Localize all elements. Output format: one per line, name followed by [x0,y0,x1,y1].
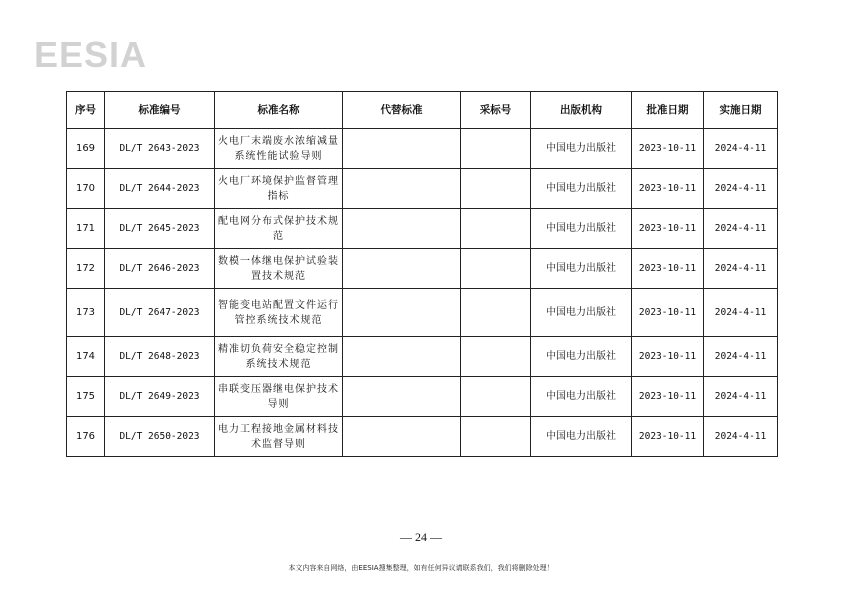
cell-implement-date: 2024-4-11 [704,377,778,417]
cell-code: DL/T 2643-2023 [105,129,215,169]
cell-publisher: 中国电力出版社 [531,377,632,417]
table-row [67,377,778,417]
cell-name: 配电网分布式保护技术规范 [215,209,343,249]
cell-code: DL/T 2648-2023 [105,337,215,377]
table-row [67,249,778,289]
table-row [67,289,778,337]
header-seq: 序号 [67,92,105,129]
cell-replace [343,209,461,249]
cell-implement-date: 2024-4-11 [704,209,778,249]
cell-seq: 170 [67,169,105,209]
table-row [67,337,778,377]
cell-code: DL/T 2647-2023 [105,289,215,337]
cell-code: DL/T 2650-2023 [105,417,215,457]
cell-publisher: 中国电力出版社 [531,169,632,209]
cell-replace [343,377,461,417]
cell-approve-date: 2023-10-11 [632,129,704,169]
header-publisher: 出版机构 [531,92,632,129]
cell-code: DL/T 2649-2023 [105,377,215,417]
cell-publisher: 中国电力出版社 [531,337,632,377]
cell-seq: 176 [67,417,105,457]
cell-adopt [461,337,531,377]
cell-code: DL/T 2645-2023 [105,209,215,249]
cell-approve-date: 2023-10-11 [632,209,704,249]
cell-name: 智能变电站配置文件运行管控系统技术规范 [215,289,343,337]
cell-name: 电力工程接地金属材料技术监督导则 [215,417,343,457]
cell-replace [343,417,461,457]
cell-name: 火电厂末端废水浓缩减量系统性能试验导则 [215,129,343,169]
cell-code: DL/T 2646-2023 [105,249,215,289]
page-number: — 24 — [400,530,442,544]
cell-replace [343,249,461,289]
cell-seq: 175 [67,377,105,417]
cell-implement-date: 2024-4-11 [704,289,778,337]
cell-adopt [461,417,531,457]
header-adopt: 采标号 [461,92,531,129]
cell-replace [343,129,461,169]
cell-adopt [461,169,531,209]
cell-implement-date: 2024-4-11 [704,417,778,457]
cell-approve-date: 2023-10-11 [632,289,704,337]
cell-replace [343,169,461,209]
table-row [67,169,778,209]
cell-seq: 169 [67,129,105,169]
table-row [67,209,778,249]
header-replace: 代替标准 [343,92,461,129]
cell-implement-date: 2024-4-11 [704,169,778,209]
cell-replace [343,337,461,377]
cell-publisher: 中国电力出版社 [531,209,632,249]
cell-publisher: 中国电力出版社 [531,249,632,289]
cell-name: 精准切负荷安全稳定控制系统技术规范 [215,337,343,377]
cell-seq: 173 [67,289,105,337]
header-code: 标准编号 [105,92,215,129]
cell-adopt [461,289,531,337]
cell-name: 火电厂环境保护监督管理指标 [215,169,343,209]
cell-approve-date: 2023-10-11 [632,417,704,457]
cell-adopt [461,377,531,417]
cell-replace [343,289,461,337]
cell-adopt [461,209,531,249]
cell-approve-date: 2023-10-11 [632,169,704,209]
cell-approve-date: 2023-10-11 [632,337,704,377]
cell-implement-date: 2024-4-11 [704,129,778,169]
cell-name: 串联变压器继电保护技术导则 [215,377,343,417]
cell-seq: 174 [67,337,105,377]
cell-name: 数模一体继电保护试验装置技术规范 [215,249,343,289]
cell-adopt [461,249,531,289]
cell-publisher: 中国电力出版社 [531,129,632,169]
cell-implement-date: 2024-4-11 [704,249,778,289]
cell-seq: 172 [67,249,105,289]
table-row [67,417,778,457]
cell-code: DL/T 2644-2023 [105,169,215,209]
cell-adopt [461,129,531,169]
standards-table [66,91,778,457]
table-row [67,129,778,169]
eesia-logo: EESIA [34,34,148,75]
cell-implement-date: 2024-4-11 [704,337,778,377]
table-header-row [67,92,778,129]
header-approve-date: 批准日期 [632,92,704,129]
cell-approve-date: 2023-10-11 [632,377,704,417]
cell-seq: 171 [67,209,105,249]
footer-disclaimer: 本文内容来自网络，由EESIA搜集整理，如有任何异议请联系我们，我们将删除处理！ [288,564,554,572]
header-name: 标准名称 [215,92,343,129]
cell-publisher: 中国电力出版社 [531,417,632,457]
cell-approve-date: 2023-10-11 [632,249,704,289]
header-implement-date: 实施日期 [704,92,778,129]
cell-publisher: 中国电力出版社 [531,289,632,337]
